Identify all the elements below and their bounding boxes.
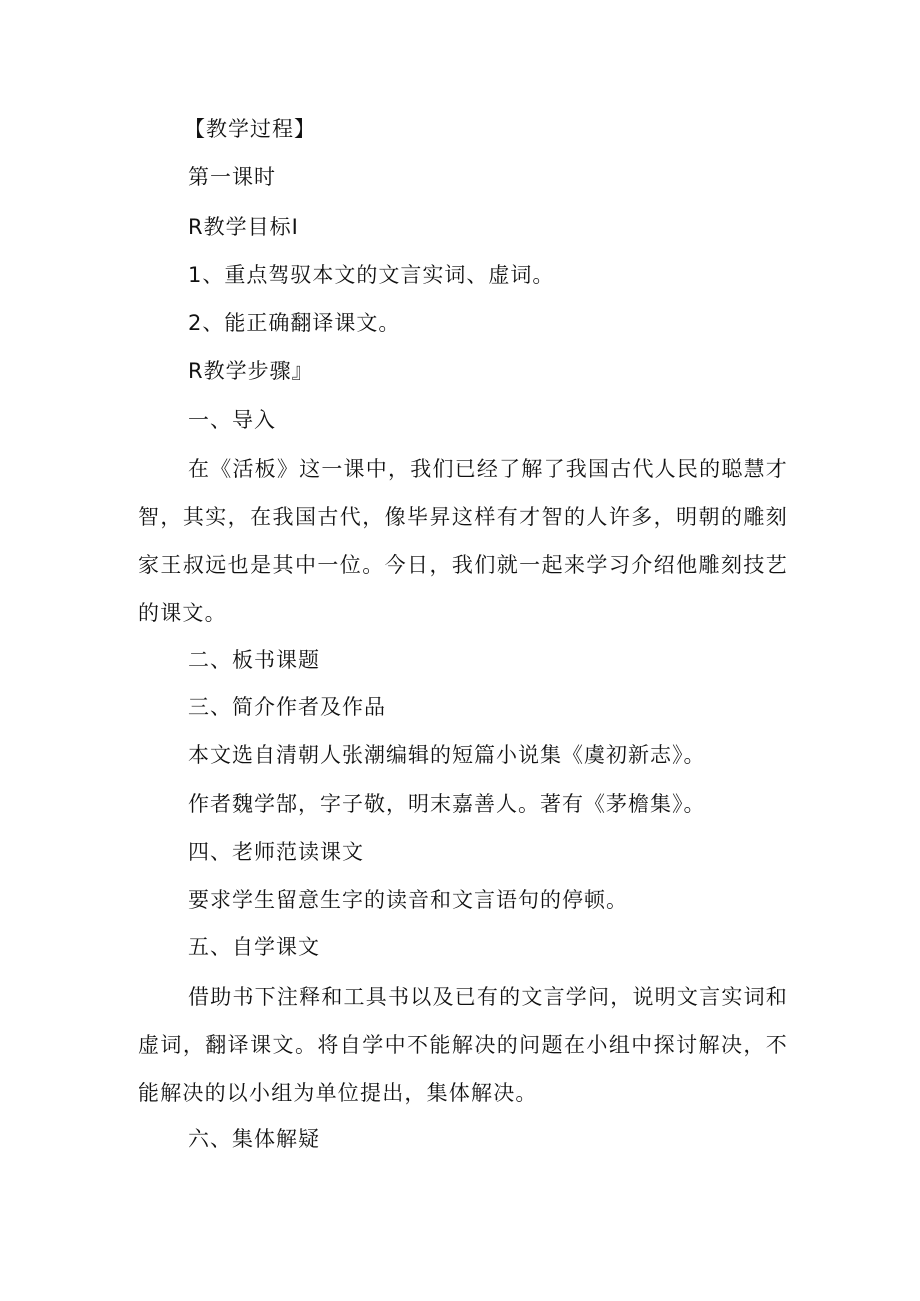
section-title: 【教学过程】 — [184, 117, 316, 141]
lesson-label: 第一课时 — [188, 165, 276, 189]
goals-heading: R教学目标I — [188, 215, 299, 239]
step5-body: 借助书下注释和工具书以及已有的文言学问，说明文言实词和虚词，翻译课文。将自学中不能解决的问题在小组中探讨解决，不能解决的以小组为单位提出，集体解决。 — [138, 985, 788, 1105]
goal-item: 1、重点驾驭本文的文言实词、虚词。 — [188, 263, 555, 287]
step3-line: 本文选自清朝人张潮编辑的短篇小说集《虞初新志》。 — [188, 743, 706, 767]
step2-heading: 二、板书课题 — [188, 648, 320, 672]
step1-heading: 一、导入 — [188, 408, 276, 432]
step4-body: 要求学生留意生字的读音和文言语句的停顿。 — [188, 888, 628, 912]
steps-heading: R教学步骤』 — [188, 359, 314, 383]
step3-heading: 三、简介作者及作品 — [188, 695, 386, 719]
step4-heading: 四、老师范读课文 — [188, 840, 364, 864]
step1-body: 在《活板》这一课中，我们已经了解了我国古代人民的聪慧才智，其实，在我国古代，像毕昇这样有才智的人许多，明朝的雕刻家王叔远也是其中一位。今日，我们就一起来学习介绍他雕刻技艺的课文。 — [138, 457, 788, 625]
step6-heading: 六、集体解疑 — [188, 1127, 320, 1151]
step3-line: 作者魏学郜，字子敬，明末嘉善人。著有《茅檐集》。 — [188, 792, 706, 816]
goal-item: 2、能正确翻译课文。 — [188, 311, 401, 335]
step5-heading: 五、自学课文 — [188, 935, 320, 959]
